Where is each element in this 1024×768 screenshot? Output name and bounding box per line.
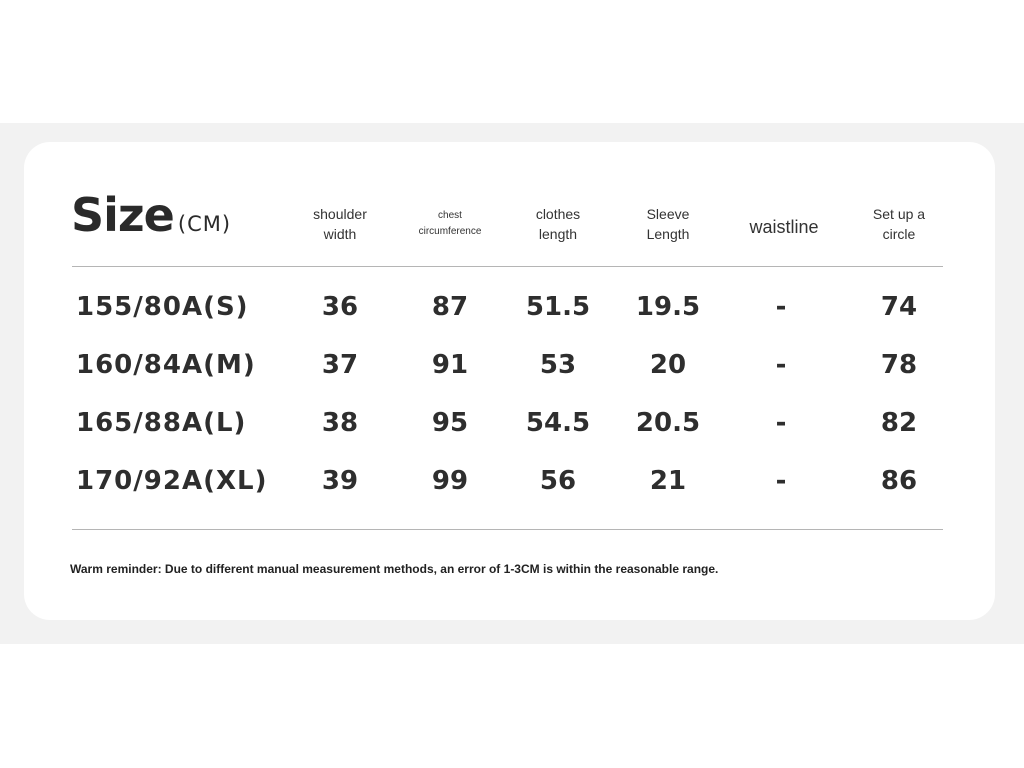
cell-waistline: - bbox=[775, 408, 787, 438]
title-text: Size bbox=[71, 188, 174, 242]
header-shoulder-width: shoulder width bbox=[313, 206, 367, 243]
header-set-up-a-circle: Set up a circle bbox=[872, 206, 926, 243]
warm-reminder-note: Warm reminder: Due to different manual measurement methods, an error of 1-3CM is within the reasonable range. bbox=[70, 562, 719, 576]
cell-shoulder-width: 38 bbox=[321, 408, 359, 438]
header-divider bbox=[72, 266, 943, 267]
cell-size: 170/92A(XL) bbox=[76, 466, 268, 496]
cell-chest-circumference: 99 bbox=[431, 466, 469, 496]
cell-clothes-length: 56 bbox=[539, 466, 577, 496]
cell-waistline: - bbox=[775, 292, 787, 322]
cell-chest-circumference: 91 bbox=[431, 350, 469, 380]
cell-size: 160/84A(M) bbox=[76, 350, 256, 380]
cell-sleeve-length: 20.5 bbox=[635, 408, 701, 438]
size-chart-title bbox=[71, 188, 231, 242]
cell-waistline: - bbox=[775, 466, 787, 496]
cell-chest-circumference: 87 bbox=[431, 292, 469, 322]
size-chart-card bbox=[24, 142, 995, 620]
unit-label: (CM) bbox=[177, 212, 232, 236]
cell-clothes-length: 53 bbox=[539, 350, 577, 380]
cell-waistline: - bbox=[775, 350, 787, 380]
cell-chest-circumference: 95 bbox=[431, 408, 469, 438]
cell-set-up-a-circle: 74 bbox=[880, 292, 918, 322]
header-clothes-length: clothes length bbox=[535, 206, 581, 243]
cell-clothes-length: 51.5 bbox=[525, 292, 591, 322]
cell-size: 165/88A(L) bbox=[76, 408, 247, 438]
cell-set-up-a-circle: 82 bbox=[880, 408, 918, 438]
cell-size: 155/80A(S) bbox=[76, 292, 249, 322]
header-chest-circumference: chest circumference bbox=[418, 210, 482, 237]
header-sleeve-length: Sleeve Length bbox=[646, 206, 690, 243]
cell-sleeve-length: 19.5 bbox=[635, 292, 701, 322]
cell-set-up-a-circle: 86 bbox=[880, 466, 918, 496]
cell-sleeve-length: 21 bbox=[649, 466, 687, 496]
cell-sleeve-length: 20 bbox=[649, 350, 687, 380]
cell-clothes-length: 54.5 bbox=[525, 408, 591, 438]
cell-set-up-a-circle: 78 bbox=[880, 350, 918, 380]
header-waistline: waistline bbox=[749, 217, 819, 237]
cell-shoulder-width: 39 bbox=[321, 466, 359, 496]
cell-shoulder-width: 36 bbox=[321, 292, 359, 322]
cell-shoulder-width: 37 bbox=[321, 350, 359, 380]
footer-divider bbox=[72, 529, 943, 530]
